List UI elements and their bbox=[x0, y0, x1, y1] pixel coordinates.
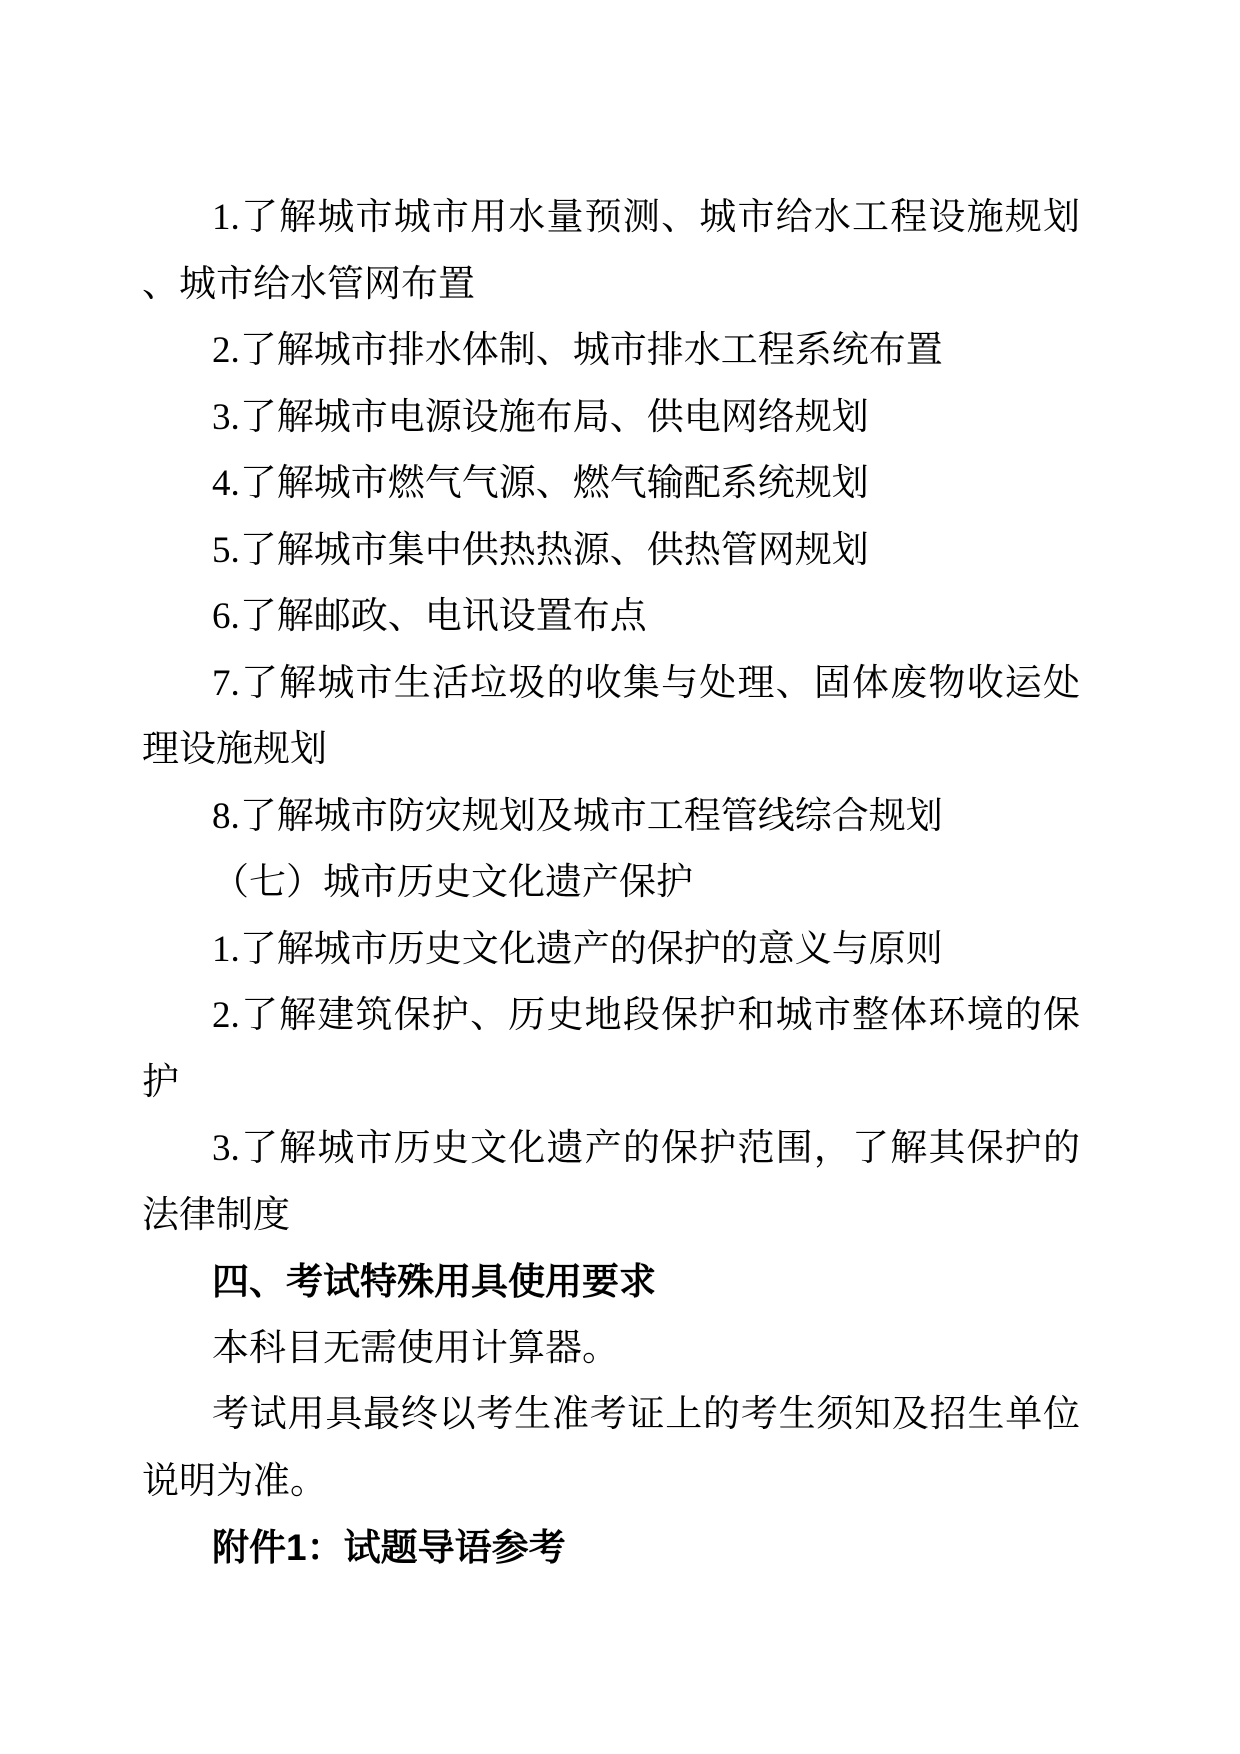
text-line: 1.了解城市历史文化遗产的保护的意义与原则 bbox=[212, 928, 943, 970]
text-line: 6.了解邮政、电讯设置布点 bbox=[212, 596, 647, 637]
text-line: 、城市给水管网布置 bbox=[142, 263, 475, 305]
text-line: 4.了解城市燃气气源、燃气输配系统规划 bbox=[212, 463, 869, 504]
text-line: 理设施规划 bbox=[142, 729, 327, 770]
text-line: 3.了解城市历史文化遗产的保护范围，了解其保护的 bbox=[212, 1128, 1080, 1169]
text-line: 护 bbox=[142, 1061, 179, 1103]
text-line: 本科目无需使用计算器。 bbox=[212, 1327, 619, 1369]
text-line: 7.了解城市生活垃圾的收集与处理、固体废物收运处 bbox=[212, 662, 1080, 704]
text-line: 2.了解城市排水体制、城市排水工程系统布置 bbox=[212, 330, 943, 371]
document-body bbox=[142, 185, 1080, 1582]
text-line: 1.了解城市城市用水量预测、城市给水工程设施规划 bbox=[212, 197, 1080, 238]
text-line: 5.了解城市集中供热热源、供热管网规划 bbox=[212, 529, 869, 571]
text-line: 说明为准。 bbox=[142, 1460, 327, 1502]
text-line: 2.了解建筑保护、历史地段保护和城市整体环境的保 bbox=[212, 995, 1080, 1036]
text-line: 3.了解城市电源设施布局、供电网络规划 bbox=[212, 396, 869, 438]
text-line: （七）城市历史文化遗产保护 bbox=[212, 862, 693, 903]
attachment-heading: 附件1：试题导语参考 bbox=[212, 1527, 566, 1568]
section-heading-exam-tools: 四、考试特殊用具使用要求 bbox=[212, 1261, 656, 1302]
text-line: 法律制度 bbox=[142, 1194, 290, 1236]
text-line: 考试用具最终以考生准考证上的考生须知及招生单位 bbox=[212, 1394, 1080, 1435]
text-line: 8.了解城市防灾规划及城市工程管线综合规划 bbox=[212, 795, 943, 837]
